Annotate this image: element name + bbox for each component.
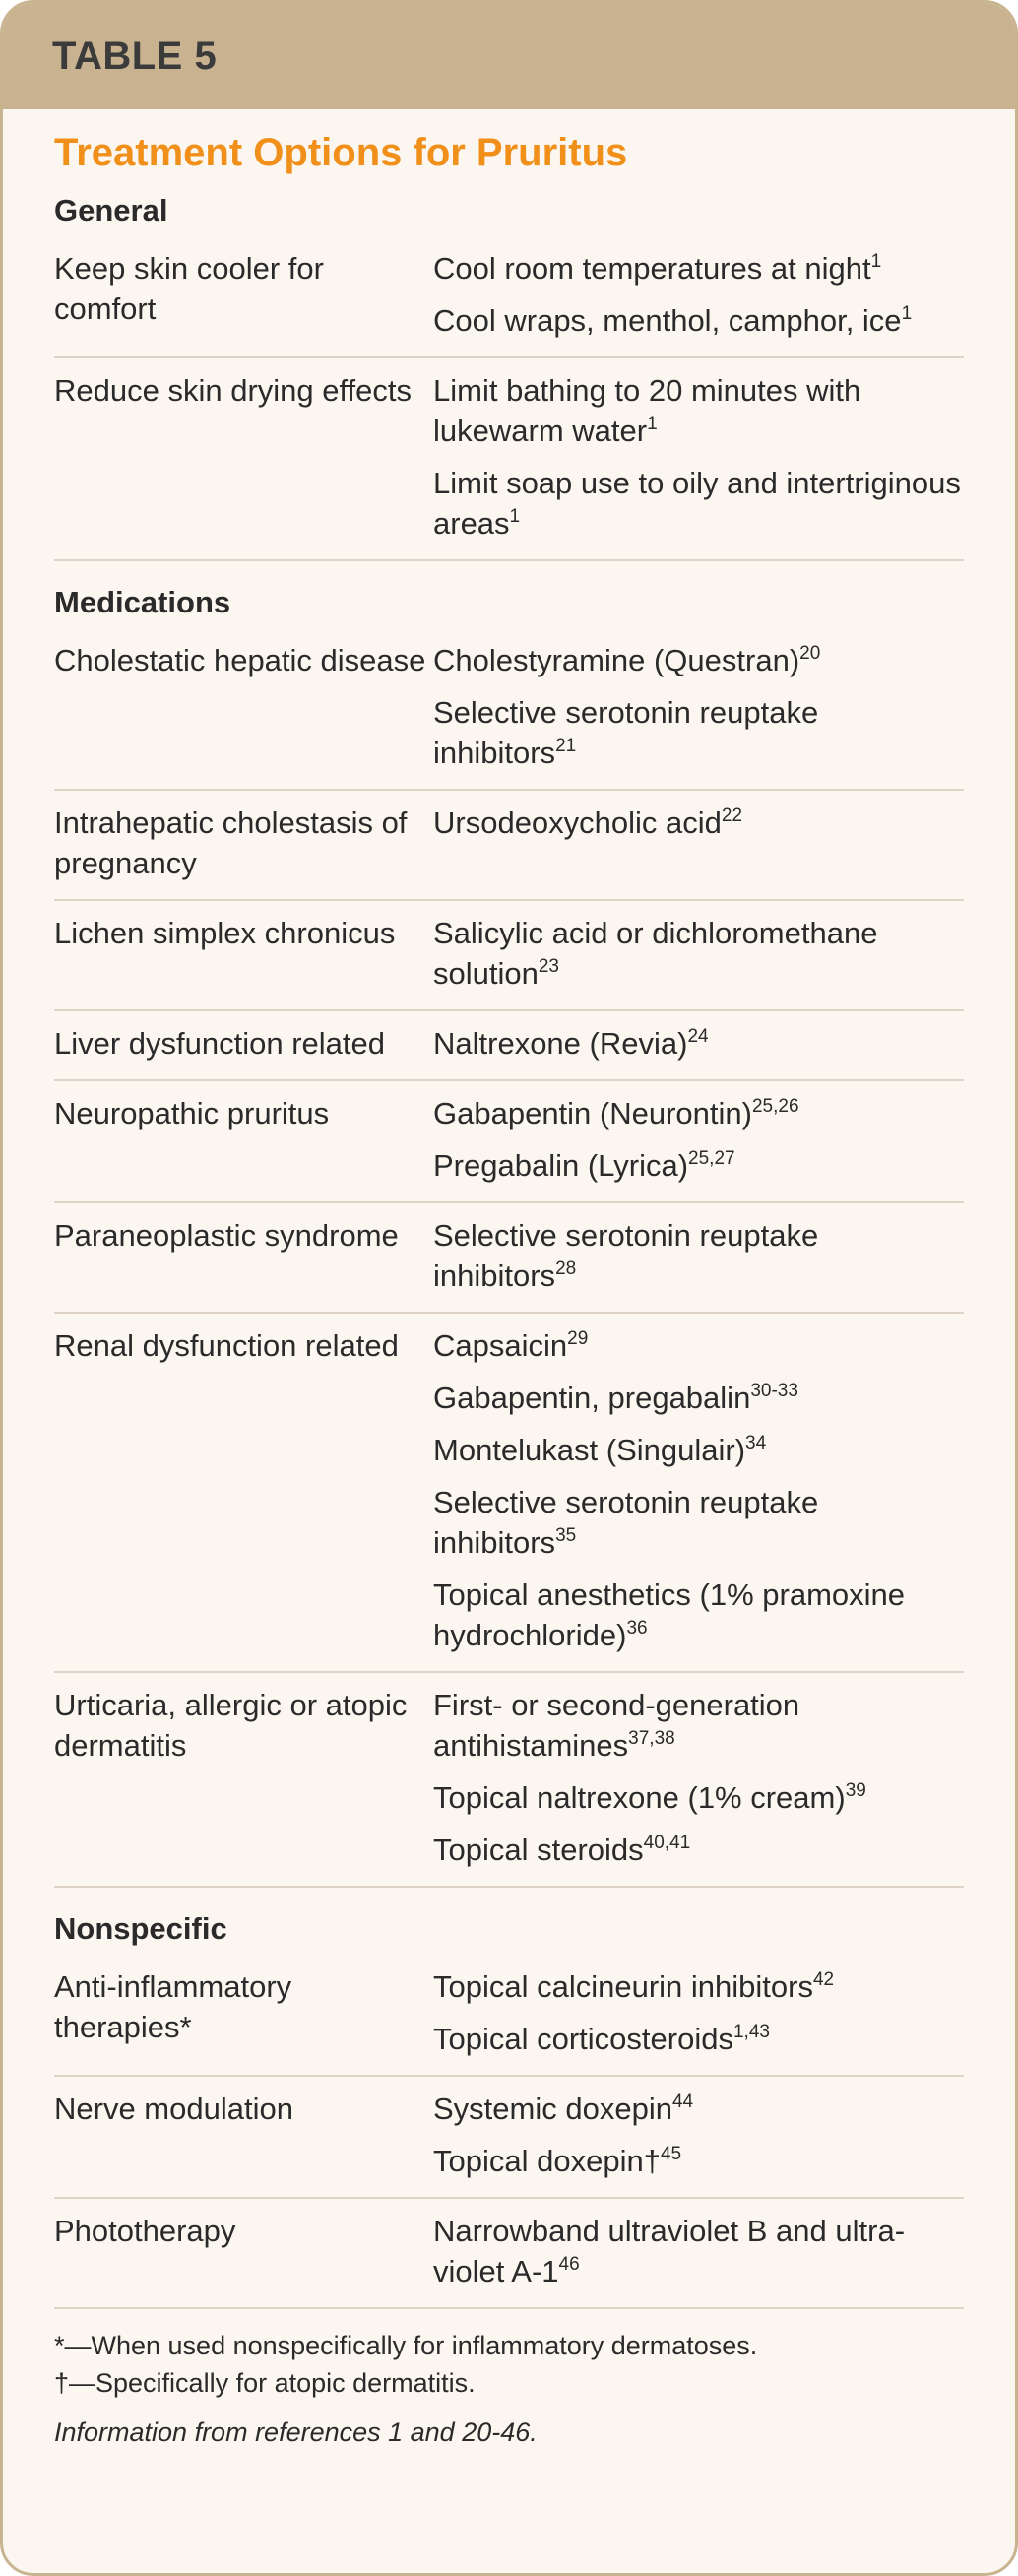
reference-superscript: 34	[745, 1433, 767, 1453]
reference-superscript: 20	[799, 643, 821, 664]
condition-cell: Paraneoplastic syndrome	[54, 1218, 399, 1253]
table-row	[54, 1955, 964, 2077]
treatment-options-cell	[433, 1685, 964, 1870]
treatment-option-text: Cool room temperatures at night	[433, 251, 871, 286]
table-number-label: TABLE 5	[52, 33, 218, 78]
treatment-option	[433, 640, 964, 680]
reference-superscript: 37,38	[628, 1728, 675, 1749]
condition-cell: Neuropathic pruritus	[54, 1096, 330, 1130]
table-row	[54, 2199, 964, 2309]
reference-superscript: 40,41	[643, 1833, 691, 1853]
table-row	[54, 901, 964, 1011]
condition-cell: Keep skin cooler for comfort	[54, 251, 324, 326]
reference-superscript: 45	[660, 2144, 682, 2164]
treatment-option-text: Limit bathing to 20 minutes with lukewarm water	[433, 373, 861, 448]
treatment-option-text: Ursodeoxycholic acid	[433, 805, 722, 840]
reference-superscript: 39	[845, 1780, 866, 1801]
reference-superscript: 30-33	[750, 1381, 798, 1401]
condition-cell: Cholestatic hepatic disease	[54, 643, 426, 677]
reference-superscript: 1	[647, 414, 658, 434]
treatment-options-cell	[433, 370, 964, 544]
treatment-options-cell	[433, 1215, 964, 1296]
treatment-options-cell	[433, 640, 964, 773]
treatment-option	[433, 1830, 964, 1870]
table-row	[54, 791, 964, 901]
reference-superscript: 25,27	[688, 1148, 735, 1169]
treatment-options-cell	[433, 1093, 964, 1186]
condition-cell: Intrahepatic cholestasis of pregnancy	[54, 805, 408, 880]
treatment-options-cell	[433, 1325, 964, 1655]
section-heading: Medications	[54, 585, 231, 619]
treatment-option-text: Salicylic acid or dichloromethane solution	[433, 916, 878, 991]
reference-superscript: 25,26	[751, 1096, 799, 1117]
condition-cell: Lichen simplex chronicus	[54, 916, 396, 950]
table-row	[54, 628, 964, 791]
treatment-option-text: Limit soap use to oily and intertriginous areas	[433, 466, 961, 541]
table-title: Treatment Options for Pruritus	[54, 131, 628, 174]
treatment-option	[433, 913, 964, 994]
treatment-option-text: Selective serotonin reuptake inhibitors	[433, 1485, 819, 1560]
treatment-options-cell	[433, 2211, 964, 2291]
treatment-option	[433, 692, 964, 773]
treatment-option-text: Topical corticosteroids	[433, 2022, 733, 2056]
table-row	[54, 358, 964, 561]
reference-superscript: 36	[626, 1618, 648, 1639]
reference-superscript: 35	[555, 1525, 577, 1546]
reference-superscript: 29	[567, 1328, 589, 1349]
treatment-option-text: Topical naltrexone (1% cream)	[433, 1780, 846, 1815]
treatment-option-text: Gabapentin, pregabalin	[433, 1381, 751, 1415]
table-row	[54, 1314, 964, 1673]
reference-superscript: 1,43	[732, 2022, 770, 2042]
treatment-option	[433, 2089, 964, 2129]
treatment-option-text: Narrowband ultraviolet B and ultraviolet A-1	[433, 2214, 906, 2288]
treatment-option-text: Cool wraps, menthol, camphor, ice	[433, 303, 902, 338]
treatment-option	[433, 1215, 964, 1296]
condition-cell: Reduce skin drying effects	[54, 373, 413, 408]
treatment-options-cell	[433, 1966, 964, 2059]
source-note: Information from references 1 and 20-46.	[54, 2417, 538, 2447]
reference-superscript: 44	[671, 2092, 694, 2112]
table-body	[54, 193, 964, 2309]
treatment-option	[433, 1378, 964, 1418]
treatment-option	[433, 1145, 964, 1186]
table-row	[54, 2077, 964, 2199]
treatment-option-text: Montelukast (Singulair)	[433, 1433, 746, 1467]
table-row	[54, 1673, 964, 1888]
treatment-option	[433, 1966, 964, 2007]
treatment-option-text: Naltrexone (Revia)	[433, 1026, 688, 1061]
reference-superscript: 1	[870, 251, 882, 272]
table-row	[54, 1081, 964, 1203]
treatment-option	[433, 463, 964, 544]
reference-superscript: 28	[555, 1258, 577, 1279]
treatment-option	[433, 2211, 964, 2291]
treatment-option-text: Pregabalin (Lyrica)	[433, 1148, 689, 1183]
treatment-option-text: Topical anesthetics (1% pramoxine hydrochloride)	[433, 1578, 906, 1652]
section-heading: Nonspecific	[54, 1911, 227, 1946]
treatment-option-text: Topical steroids	[433, 1833, 644, 1867]
treatment-option	[433, 1325, 964, 1366]
footnotes	[54, 2327, 964, 2402]
condition-cell: Phototherapy	[54, 2214, 236, 2248]
reference-superscript: 24	[687, 1026, 709, 1047]
condition-cell: Urticaria, allergic or atopic dermatitis	[54, 1688, 408, 1763]
table-content	[3, 131, 1015, 2451]
treatment-option	[433, 300, 964, 341]
treatment-option-text: Topical calcineurin inhibitors	[433, 1969, 813, 2004]
treatment-option-text: Capsaicin	[433, 1328, 568, 1363]
treatment-option-text: Gabapentin (Neurontin)	[433, 1096, 752, 1130]
condition-cell: Renal dysfunction related	[54, 1328, 399, 1363]
treatment-option-text: Topical doxepin†	[433, 2144, 661, 2178]
treatment-option	[433, 1482, 964, 1563]
condition-cell: Nerve modulation	[54, 2092, 293, 2126]
treatment-option	[433, 1575, 964, 1655]
reference-superscript: 22	[721, 805, 743, 826]
table-row	[54, 1011, 964, 1081]
treatment-option	[433, 1093, 964, 1133]
treatment-option	[433, 2019, 964, 2059]
treatment-option	[433, 370, 964, 451]
reference-superscript: 42	[812, 1969, 835, 1990]
treatment-options-cell	[433, 2089, 964, 2181]
treatment-option	[433, 1430, 964, 1470]
table-header-bar	[3, 3, 1015, 109]
condition-cell: Anti-inflammatory therapies*	[54, 1969, 292, 2044]
reference-superscript: 21	[555, 736, 577, 756]
reference-superscript: 46	[558, 2254, 580, 2275]
treatment-option	[433, 248, 964, 289]
treatment-option	[433, 1685, 964, 1766]
treatment-option	[433, 803, 964, 843]
treatment-options-cell	[433, 1023, 964, 1063]
section-heading: General	[54, 193, 168, 227]
reference-superscript: 23	[538, 956, 559, 977]
treatment-option-text: First- or second-generation antihistamines	[433, 1688, 800, 1763]
treatment-option-text: Cholestyramine (Questran)	[433, 643, 800, 677]
treatment-option	[433, 2141, 964, 2181]
table-row	[54, 1203, 964, 1314]
reference-superscript: 1	[509, 506, 521, 527]
table-row	[54, 236, 964, 358]
treatment-options-cell	[433, 803, 964, 883]
treatment-option	[433, 1777, 964, 1818]
treatment-option-text: Selective serotonin reuptake inhibitors	[433, 1218, 819, 1293]
treatment-option-text: Selective serotonin reuptake inhibitors	[433, 695, 819, 770]
treatment-options-cell	[433, 913, 964, 994]
treatment-option	[433, 1023, 964, 1063]
footnote-asterisk: *—When used nonspecifically for inflammatory dermatoses.	[54, 2331, 758, 2360]
treatment-options-cell	[433, 248, 964, 341]
treatment-option-text: Systemic doxepin	[433, 2092, 672, 2126]
footnote-dagger: †—Specifically for atopic dermatitis.	[54, 2368, 476, 2398]
reference-superscript: 1	[901, 303, 913, 324]
condition-cell: Liver dysfunction related	[54, 1026, 386, 1061]
